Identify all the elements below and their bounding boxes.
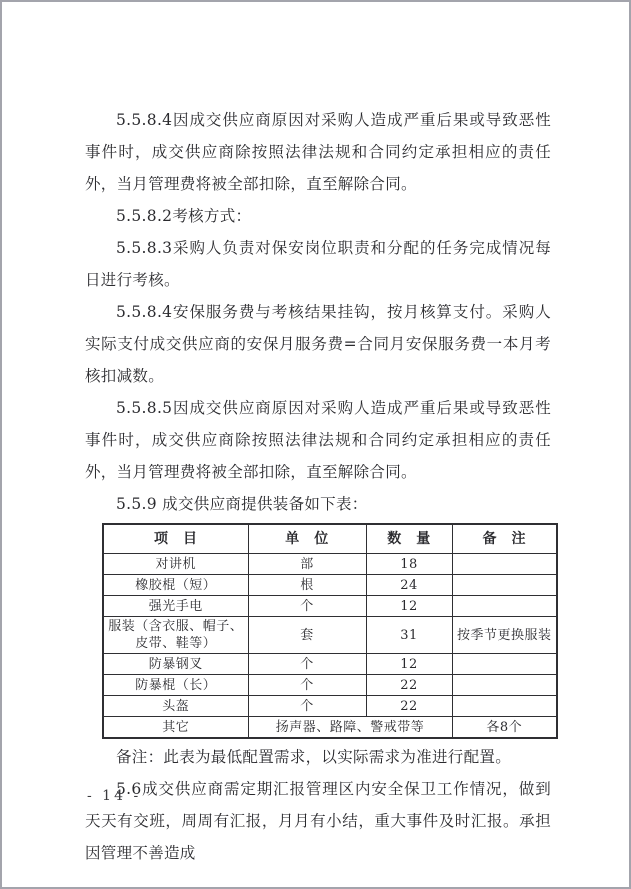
cell-item: 对讲机 [103,554,248,575]
table-row [103,654,557,675]
paragraph-5-5-8-2: 5.5.8.2考核方式： [116,207,252,225]
cell-remark [452,654,557,675]
cell-remark [452,675,557,696]
cell-quantity: 24 [366,575,452,596]
table-row [103,575,557,596]
header-remark: 备 注 [452,524,557,554]
cell-quantity: 12 [366,596,452,617]
cell-item: 防暴棍（长） [103,675,248,696]
cell-remark [452,696,557,717]
paragraph-5-5-9: 5.5.9 成交供应商提供装备如下表： [116,495,368,513]
cell-quantity: 12 [366,654,452,675]
paragraph-5-5-8-4a: 5.5.8.4因成交供应商原因对采购人造成严重后果或导致恶性事件时，成交供应商除按照法律法规和合同约定承担相应的责任外，当月管理费将被全部扣除，直至解除合同。 [85,111,551,193]
table-note: 备注：此表为最低配置需求，以实际需求为准进行配置。 [116,748,512,766]
cell-item: 头盔 [103,696,248,717]
header-unit: 单 位 [248,524,366,554]
table-row [103,675,557,696]
cell-unit: 个 [248,675,366,696]
table-row [103,554,557,575]
cell-quantity: 22 [366,675,452,696]
paragraph-5-6: 5.6成交供应商需定期汇报管理区内安全保卫工作情况，做到天天有交班，周周有汇报，月月有小结，重大事件及时汇报。承担因管理不善造成 [85,780,551,862]
cell-unit: 部 [248,554,366,575]
cell-unit: 个 [248,696,366,717]
paragraph-5-5-8-4b: 5.5.8.4安保服务费与考核结果挂钩，按月核算支付。采购人实际支付成交供应商的安保月服务费=合同月安保服务费一本月考核扣减数。 [85,303,551,385]
cell-remark [452,596,557,617]
equipment-table [102,523,558,739]
table-row [103,617,557,654]
paragraph-5-5-8-3: 5.5.8.3采购人负责对保安岗位职责和分配的任务完成情况每日进行考核。 [85,239,551,289]
cell-quantity: 22 [366,696,452,717]
cell-unit: 套 [248,617,366,654]
paragraph-5-5-8-5: 5.5.8.5因成交供应商原因对采购人造成严重后果或导致恶性事件时，成交供应商除按照法律法规和合同约定承担相应的责任外，当月管理费将被全部扣除，直至解除合同。 [85,399,551,481]
cell-item: 防暴钢叉 [103,654,248,675]
table-header-row [103,524,557,554]
cell-item: 服装（含衣服、帽子、皮带、鞋等） [103,617,248,654]
document-body [2,2,629,869]
table-row [103,696,557,717]
table-row-other [103,717,557,739]
cell-remark: 各8个 [452,717,557,739]
cell-unit: 个 [248,654,366,675]
cell-item: 橡胶棍（短） [103,575,248,596]
table-row [103,596,557,617]
cell-item: 强光手电 [103,596,248,617]
cell-unit: 个 [248,596,366,617]
cell-remark [452,575,557,596]
page-number: - 14 - [87,788,142,804]
cell-remark: 按季节更换服装 [452,617,557,654]
cell-unit: 根 [248,575,366,596]
cell-quantity: 31 [366,617,452,654]
cell-remark [452,554,557,575]
header-item: 项 目 [103,524,248,554]
cell-item: 其它 [103,717,248,739]
cell-quantity: 18 [366,554,452,575]
header-quantity: 数 量 [366,524,452,554]
cell-unit-quantity-merged: 扬声器、路障、警戒带等 [248,717,452,739]
